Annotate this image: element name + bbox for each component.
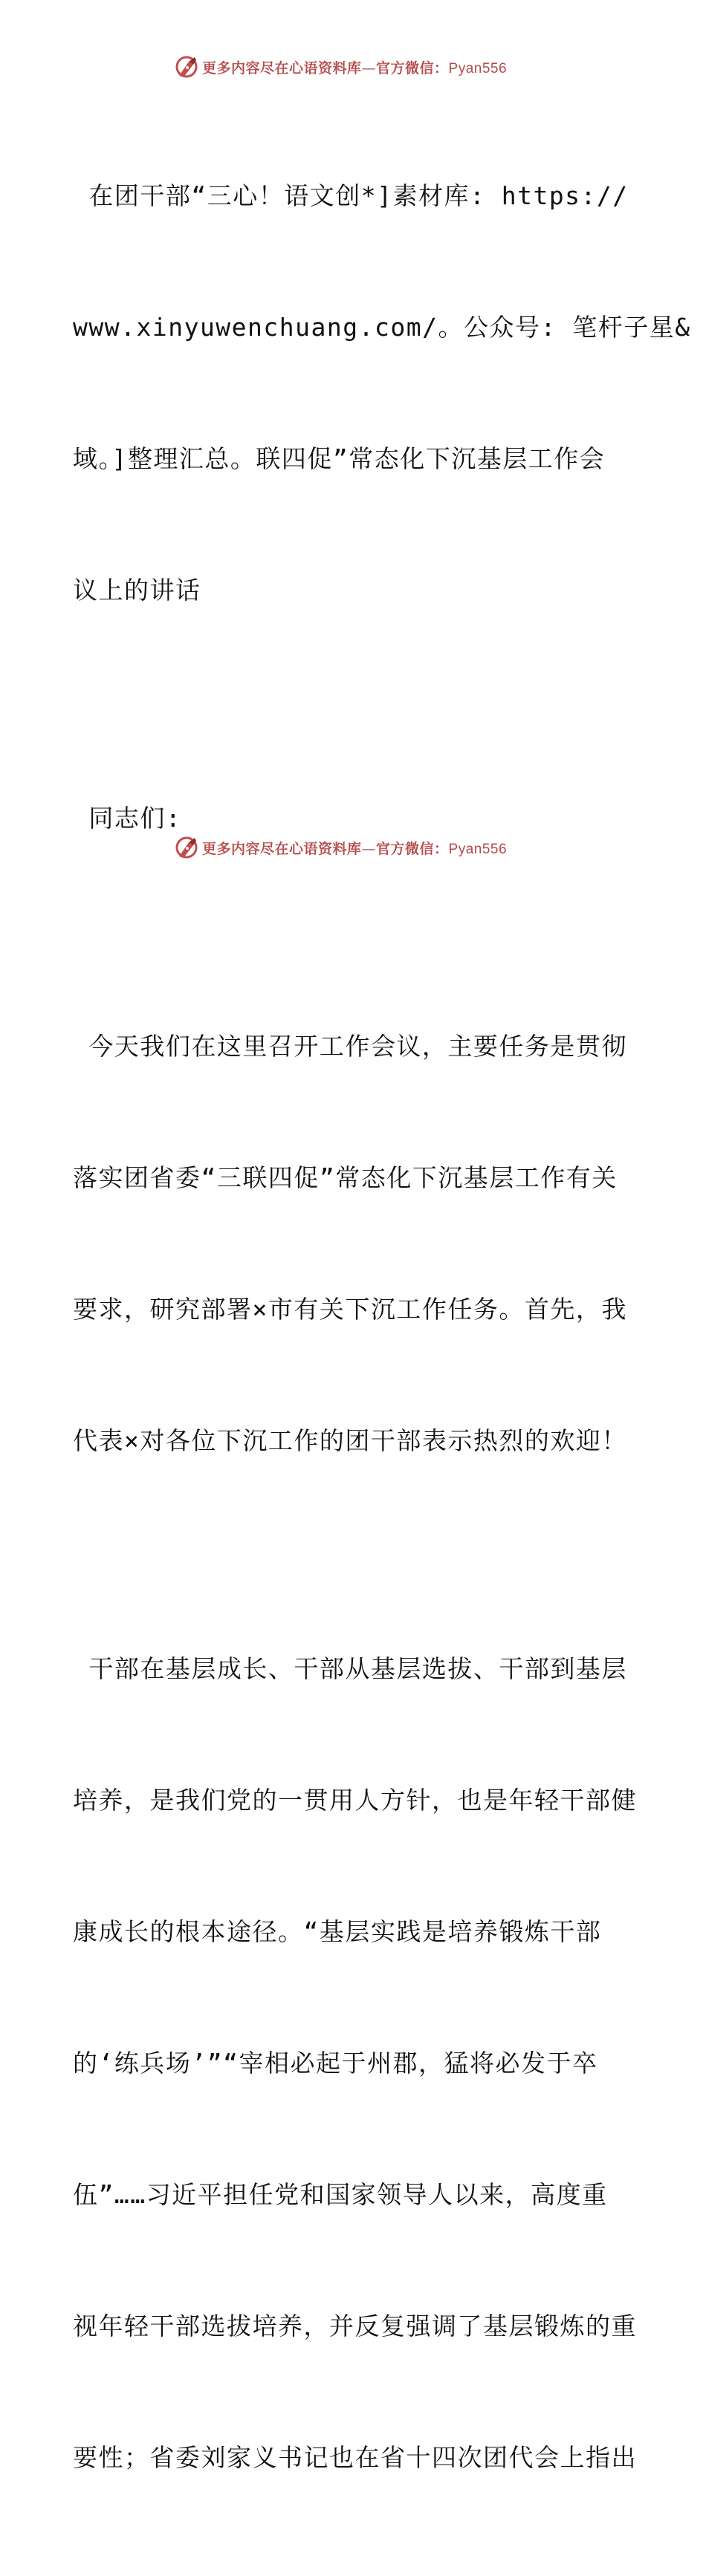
salutation (73, 709, 638, 928)
paragraph-line: 的‘练兵场’”“宰相必起于州郡，猛将必发于卒 (73, 2049, 598, 2078)
paragraph-line: 要性；省委刘家义书记也在省十四次团代会上指出 (73, 2443, 637, 2472)
paragraph-line: 要求，研究部署×市有关下沉工作任务。首先，我 (73, 1295, 627, 1324)
watermark-text: 更多内容尽在心语资料库—官方微信：Pyan556 (202, 840, 508, 857)
paragraph-line: 今天我们在这里召开工作会议，主要任务是贯彻 (73, 1032, 627, 1061)
title-line: www.xinyuwenchuang.com/。公众号: 笔杆子星& (73, 313, 691, 342)
pen-nib-logo-icon (174, 54, 199, 79)
paragraph-line: 伍”……习近平担任党和国家领导人以来，高度重 (73, 2180, 608, 2209)
salutation-line: 同志们: (73, 804, 182, 833)
title-line: 在团干部“三心！语文创*]素材库: https:// (73, 181, 629, 210)
paragraph-opening (73, 937, 638, 1550)
watermark-header (174, 53, 507, 80)
paragraph-line: 代表×对各位下沉工作的团干部表示热烈的欢迎！ (73, 1426, 627, 1455)
paragraph-line: 落实团省委“三联四促”常态化下沉基层工作有关 (73, 1163, 618, 1192)
paragraph-line: 康成长的根本途径。“基层实践是培养锻炼干部 (73, 1917, 602, 1946)
paragraph-line: 培养，是我们党的一贯用人方针，也是年轻干部健 (73, 1786, 637, 1815)
pen-nib-logo-icon (174, 835, 199, 860)
document-body (73, 86, 691, 2576)
document-title (73, 86, 691, 700)
paragraph-line: 干部在基层成长、干部从基层选拔、干部到基层 (73, 1654, 627, 1683)
title-line: 域。]整理汇总。联四促”常态化下沉基层工作会 (73, 444, 606, 473)
paragraph-cadres (73, 1559, 638, 2567)
paragraph-line: 视年轻干部选拔培养，并反复强调了基层锻炼的重 (73, 2312, 637, 2341)
title-line: 议上的讲话 (73, 576, 201, 605)
watermark-text: 更多内容尽在心语资料库—官方微信：Pyan556 (202, 59, 508, 77)
watermark-footer (174, 834, 507, 861)
